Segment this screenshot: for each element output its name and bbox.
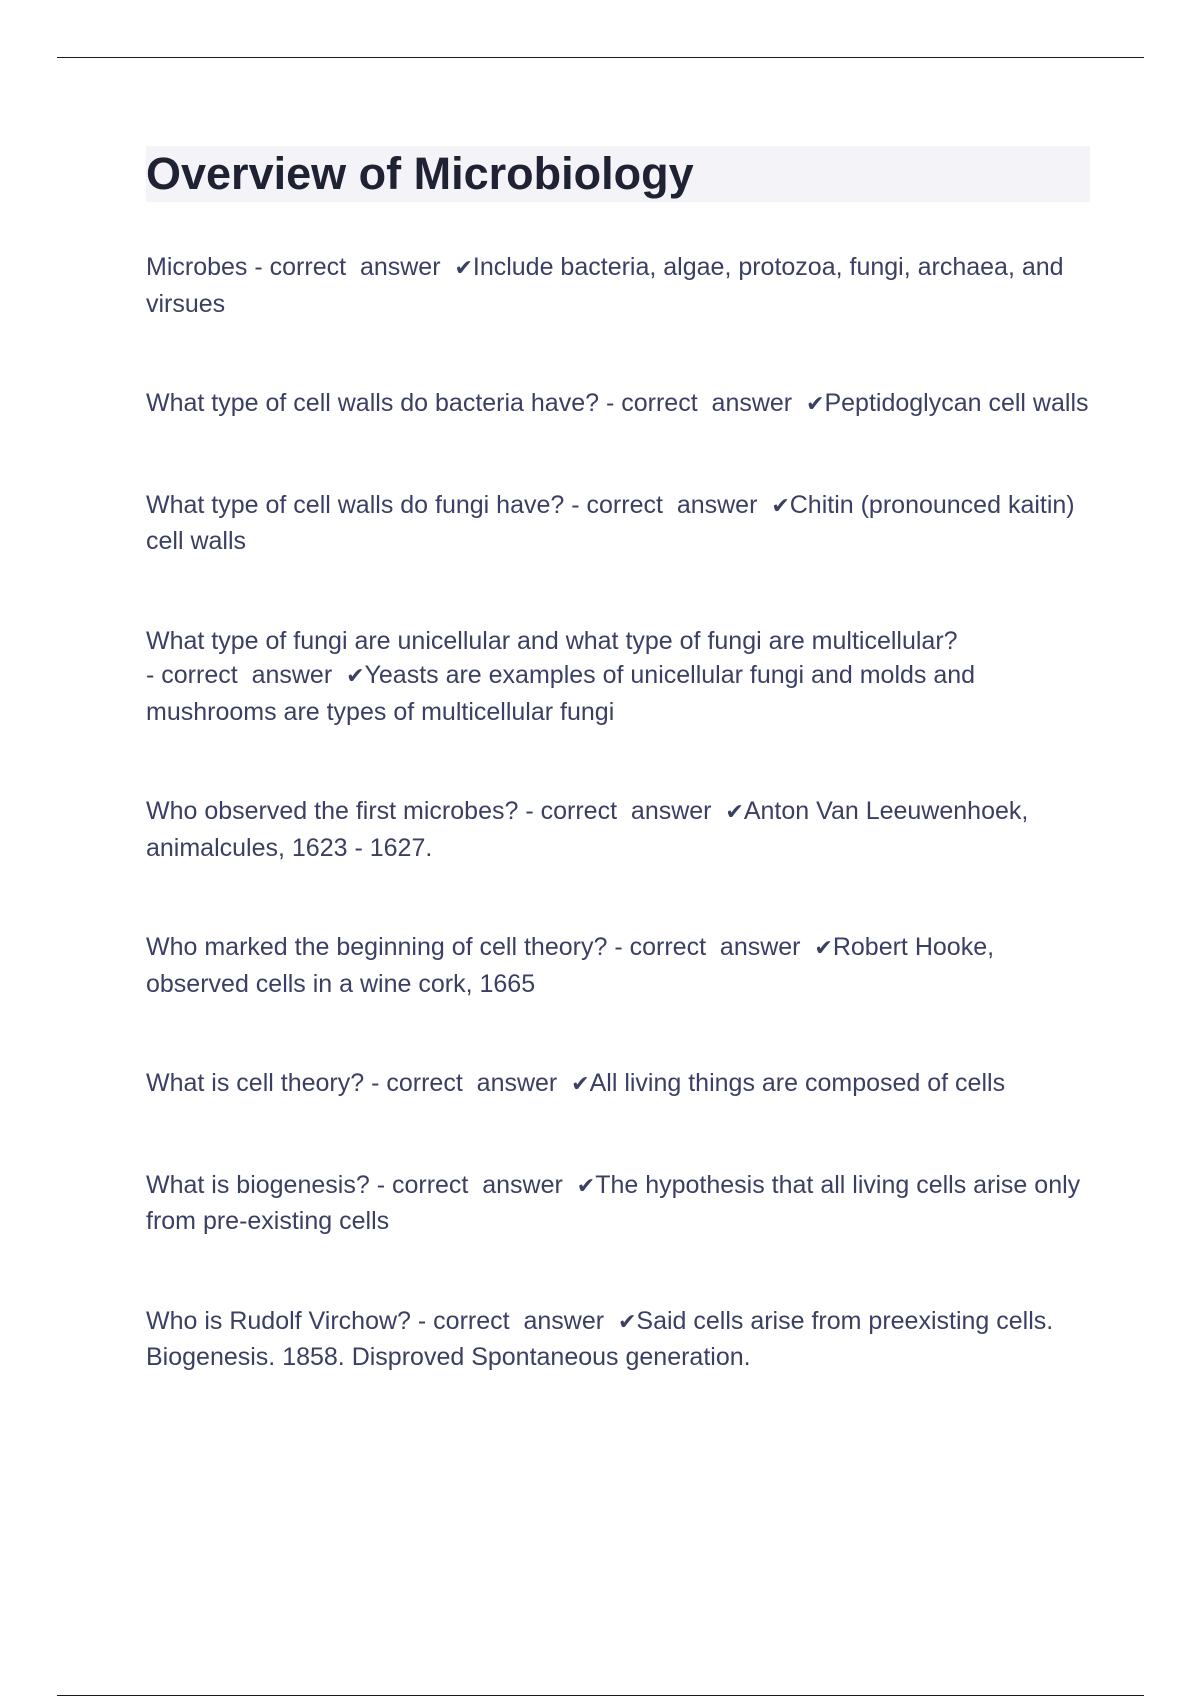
bottom-divider xyxy=(57,1695,1144,1696)
qa-item xyxy=(146,794,1090,865)
qa-item xyxy=(146,1168,1090,1239)
qa-item xyxy=(146,930,1090,1001)
qa-item xyxy=(146,250,1090,321)
question-text: Who is Rudolf Virchow? xyxy=(146,1306,411,1335)
question-text: What type of cell walls do fungi have? xyxy=(146,490,565,519)
answer-text: Peptidoglycan cell walls xyxy=(824,389,1089,417)
checkmark-icon: ✔ xyxy=(725,800,744,825)
answer-text: Said cells arise from preexisting cells. Biogenesis. 1858. Disproved Spontaneous generation. xyxy=(146,1306,1054,1371)
answer-marker: - correct answer xyxy=(605,389,807,417)
checkmark-icon: ✔ xyxy=(771,493,790,519)
question-text: What type of fungi are unicellular and what type of fungi are multicellular? xyxy=(146,626,958,655)
answer-marker: - correct answer xyxy=(371,1069,572,1097)
checkmark-icon: ✔ xyxy=(571,1072,590,1097)
answer-marker: - correct answer xyxy=(376,1170,577,1199)
document-body xyxy=(146,146,1090,1440)
qa-item xyxy=(146,1304,1090,1375)
answer-text: All living things are composed of cells xyxy=(589,1069,1006,1097)
answer-text: The hypothesis that all living cells arise only from pre-existing cells xyxy=(146,1170,1081,1235)
question-text: Microbes xyxy=(146,253,248,281)
question-text: What is cell theory? xyxy=(146,1069,365,1097)
answer-text: Chitin (pronounced kaitin) cell walls xyxy=(146,490,1075,555)
qa-item xyxy=(146,386,1090,423)
question-text: Who observed the first microbes? xyxy=(146,797,519,825)
answer-marker: - correct answer xyxy=(254,253,455,281)
top-divider xyxy=(57,57,1144,58)
checkmark-icon: ✔ xyxy=(454,256,473,281)
answer-text: Yeasts are examples of unicellular fungi and molds and mushrooms are types of multicellular fungi xyxy=(146,661,976,726)
checkmark-icon: ✔ xyxy=(617,1309,637,1335)
answer-marker: - correct answer xyxy=(146,661,347,689)
answer-marker: - correct answer xyxy=(417,1306,618,1335)
checkmark-icon: ✔ xyxy=(814,936,833,961)
question-text: Who marked the beginning of cell theory? xyxy=(146,933,608,961)
answer-text: Robert Hooke, observed cells in a wine cork, 1665 xyxy=(146,933,995,998)
answer-text: Anton Van Leeuwenhoek, animalcules, 1623 - 1627. xyxy=(146,797,1029,862)
answer-marker: - correct answer xyxy=(525,797,726,825)
answer-marker: - correct answer xyxy=(571,490,772,519)
question-text: What is biogenesis? xyxy=(146,1170,370,1199)
checkmark-icon: ✔ xyxy=(346,664,365,689)
qa-item xyxy=(146,488,1090,559)
qa-list xyxy=(146,250,1090,1375)
answer-marker: - correct answer xyxy=(614,933,815,961)
question-text: What type of cell walls do bacteria have? xyxy=(146,389,600,417)
answer-text: Include bacteria, algae, protozoa, fungi, archaea, and virsues xyxy=(146,253,1064,318)
qa-item xyxy=(146,1066,1090,1103)
checkmark-icon: ✔ xyxy=(576,1173,596,1199)
page-title: Overview of Microbiology xyxy=(146,146,1090,202)
qa-item xyxy=(146,624,1090,730)
checkmark-icon: ✔ xyxy=(806,392,825,417)
